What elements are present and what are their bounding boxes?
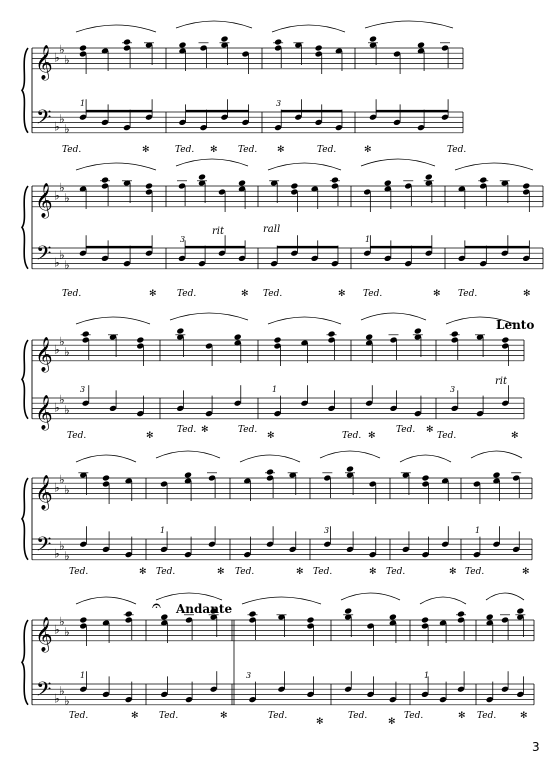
- pedal-mark: Ted.: [447, 145, 467, 155]
- slur: [420, 597, 466, 604]
- fingering-number: 3: [80, 385, 86, 394]
- slur: [170, 313, 248, 320]
- fingering-number: 3: [324, 526, 330, 535]
- key-signature-flat: ♭: [64, 258, 70, 273]
- notehead: [516, 607, 524, 614]
- notehead: [198, 173, 206, 180]
- key-signature-flat: ♭: [59, 614, 65, 629]
- slur: [268, 317, 341, 324]
- pedal-mark: Ted.: [404, 711, 424, 721]
- pedal-mark: Ted.: [458, 289, 478, 299]
- key-signature-flat: ♭: [64, 191, 70, 205]
- key-signature-flat: ♭: [54, 480, 60, 495]
- key-signature-flat: ♭: [59, 472, 65, 487]
- fingering-number: 1: [80, 671, 86, 680]
- slur: [176, 159, 248, 166]
- slur: [471, 451, 522, 458]
- notehead: [344, 607, 352, 614]
- pedal-mark: Ted.: [62, 145, 82, 155]
- key-signature-flat: ♭: [54, 400, 60, 415]
- key-signature-flat: ♭: [64, 483, 70, 497]
- pedal-release-mark: ✻: [139, 567, 147, 577]
- key-signature-flat: ♭: [54, 119, 60, 134]
- notehead: [501, 336, 509, 343]
- key-signature-flat: ♭: [59, 683, 65, 698]
- key-signature-flat: ♭: [64, 345, 70, 359]
- pedal-mark: Ted.: [437, 431, 457, 441]
- pedal-mark: Ted.: [465, 567, 485, 577]
- bass-clef: 𝄢: [36, 532, 52, 561]
- slur: [268, 163, 341, 170]
- system-brace: [22, 478, 28, 560]
- notehead: [136, 336, 144, 343]
- key-signature-flat: ♭: [59, 247, 65, 262]
- notehead: [425, 173, 433, 180]
- pedal-mark: Ted.: [67, 431, 87, 441]
- slur: [361, 159, 435, 166]
- notehead: [365, 333, 373, 340]
- key-signature-flat: ♭: [64, 694, 70, 709]
- slur: [156, 593, 222, 600]
- notehead: [346, 465, 354, 472]
- key-signature-flat: ♭: [59, 334, 65, 349]
- slur: [76, 597, 136, 604]
- notehead: [331, 176, 339, 183]
- slur: [365, 21, 453, 28]
- pedal-release-mark: ✻: [241, 289, 249, 299]
- rall-mark: rall: [263, 224, 281, 235]
- notehead: [457, 610, 465, 617]
- bass-clef: 𝄢: [36, 241, 52, 270]
- notehead: [248, 610, 256, 617]
- pedal-mark: Ted.: [348, 711, 368, 721]
- notehead: [290, 182, 298, 189]
- pedal-mark: Ted.: [175, 145, 195, 155]
- pedal-mark: Ted.: [268, 711, 288, 721]
- treble-clef: 𝄞: [35, 182, 53, 218]
- key-signature-flat: ♭: [54, 50, 60, 65]
- pedal-release-mark: ✻: [458, 711, 466, 721]
- key-signature-flat: ♭: [59, 42, 65, 57]
- key-signature-flat: ♭: [54, 622, 60, 637]
- pedal-release-mark: ✻: [277, 145, 285, 155]
- pedal-release-mark: ✻: [316, 717, 324, 727]
- pedal-release-mark: ✻: [520, 711, 528, 721]
- treble-clef: 𝄞: [35, 616, 53, 652]
- notehead: [220, 35, 228, 42]
- pedal-mark: Ted.: [317, 145, 337, 155]
- slur: [76, 25, 156, 32]
- system-brace: [22, 186, 28, 269]
- key-signature-flat: ♭: [64, 403, 70, 417]
- slur: [242, 597, 321, 604]
- pedal-release-mark: ✻: [149, 289, 157, 299]
- notehead: [306, 616, 314, 623]
- treble-clef: 𝄞: [35, 336, 53, 372]
- pedal-release-mark: ✻: [338, 289, 346, 299]
- slur: [455, 163, 533, 170]
- pedal-mark: Ted.: [238, 425, 258, 435]
- pedal-mark: Ted.: [477, 711, 497, 721]
- pedal-release-mark: ✻: [142, 145, 150, 155]
- pedal-mark: Ted.: [263, 289, 283, 299]
- rit-mark-2: rit: [495, 376, 507, 387]
- pedal-mark: Ted.: [386, 567, 406, 577]
- system-brace: [22, 340, 28, 419]
- key-signature-flat: ♭: [54, 255, 60, 270]
- pedal-release-mark: ✻: [449, 567, 457, 577]
- pedal-mark: Ted.: [342, 431, 362, 441]
- pedal-mark: Ted.: [159, 711, 179, 721]
- notehead: [102, 474, 110, 481]
- notehead: [176, 327, 184, 334]
- notehead: [417, 41, 425, 48]
- key-signature-flat: ♭: [64, 53, 70, 67]
- pedal-release-mark: ✻: [364, 145, 372, 155]
- pedal-release-mark: ✻: [210, 145, 218, 155]
- pedal-release-mark: ✻: [426, 425, 434, 435]
- notehead: [451, 330, 459, 337]
- key-signature-flat: ♭: [64, 122, 70, 137]
- bass-clef: 𝄢: [36, 677, 52, 706]
- notehead: [369, 35, 377, 42]
- notehead: [238, 179, 246, 186]
- key-signature-flat: ♭: [59, 392, 65, 407]
- treble-clef: 𝄞: [35, 394, 53, 430]
- pedal-mark: Ted.: [396, 425, 416, 435]
- slur: [272, 25, 345, 32]
- key-signature-flat: ♭: [64, 549, 70, 564]
- page-number: 3: [532, 740, 540, 754]
- slur: [320, 451, 380, 458]
- notehead: [389, 613, 397, 620]
- slur: [76, 163, 156, 170]
- pedal-release-mark: ✻: [522, 567, 530, 577]
- pedal-release-mark: ✻: [296, 567, 304, 577]
- pedal-release-mark: ✻: [511, 431, 519, 441]
- fingering-number: 1: [365, 235, 371, 244]
- fingering-number: 1: [424, 671, 430, 680]
- notehead: [145, 182, 153, 189]
- pedal-mark: Ted.: [238, 145, 258, 155]
- slur: [156, 451, 220, 458]
- pedal-mark: Ted.: [69, 711, 89, 721]
- fingering-number: 3: [246, 671, 252, 680]
- notehead: [421, 474, 429, 481]
- slur: [486, 593, 524, 600]
- notehead: [82, 330, 90, 337]
- notehead: [266, 468, 274, 475]
- pedal-mark: Ted.: [69, 567, 89, 577]
- pedal-mark: Ted.: [177, 425, 197, 435]
- notehead: [315, 44, 323, 51]
- pedal-release-mark: ✻: [368, 431, 376, 441]
- notehead: [273, 336, 281, 343]
- notehead: [234, 333, 242, 340]
- notehead: [123, 38, 131, 45]
- notehead: [522, 182, 530, 189]
- key-signature-flat: ♭: [54, 546, 60, 561]
- notehead: [101, 176, 109, 183]
- pedal-release-mark: ✻: [201, 425, 209, 435]
- key-signature-flat: ♭: [54, 691, 60, 706]
- rit-mark-1: rit: [212, 226, 224, 237]
- fingering-number: 1: [160, 526, 166, 535]
- tempo-lento: Lento: [496, 318, 535, 332]
- notehead: [421, 616, 429, 623]
- key-signature-flat: ♭: [54, 342, 60, 357]
- notehead: [414, 327, 422, 334]
- pedal-release-mark: ✻: [388, 717, 396, 727]
- pedal-release-mark: ✻: [523, 289, 531, 299]
- notehead: [492, 471, 500, 478]
- notehead: [125, 610, 133, 617]
- key-signature-flat: ♭: [59, 538, 65, 553]
- tempo-andante: Andante: [176, 602, 233, 616]
- notehead: [274, 38, 282, 45]
- treble-clef: 𝄞: [35, 44, 53, 80]
- fingering-number: 1: [80, 99, 86, 108]
- notehead: [178, 41, 186, 48]
- slur: [341, 593, 400, 600]
- slur: [76, 317, 150, 324]
- fermata-mark: 𝄐: [152, 596, 161, 615]
- notehead: [479, 176, 487, 183]
- fingering-number: 1: [272, 385, 278, 394]
- notehead: [384, 179, 392, 186]
- notehead: [327, 330, 335, 337]
- key-signature-flat: ♭: [59, 111, 65, 126]
- notehead: [160, 613, 168, 620]
- system-brace: [22, 620, 28, 705]
- pedal-mark: Ted.: [177, 289, 197, 299]
- slur: [361, 313, 426, 320]
- notehead: [184, 471, 192, 478]
- pedal-release-mark: ✻: [131, 711, 139, 721]
- pedal-release-mark: ✻: [433, 289, 441, 299]
- fingering-number: 3: [276, 99, 282, 108]
- key-signature-flat: ♭: [59, 180, 65, 195]
- pedal-mark: Ted.: [363, 289, 383, 299]
- system-brace: [22, 48, 28, 133]
- pedal-release-mark: ✻: [217, 567, 225, 577]
- key-signature-flat: ♭: [64, 625, 70, 639]
- slur: [176, 21, 252, 28]
- fingering-number: 1: [475, 526, 481, 535]
- pedal-mark: Ted.: [313, 567, 333, 577]
- slur: [400, 455, 451, 462]
- pedal-release-mark: ✻: [220, 711, 228, 721]
- pedal-release-mark: ✻: [267, 431, 275, 441]
- pedal-release-mark: ✻: [369, 567, 377, 577]
- pedal-release-mark: ✻: [146, 431, 154, 441]
- notehead: [79, 44, 87, 51]
- bass-clef: 𝄢: [36, 105, 52, 134]
- notehead: [79, 616, 87, 623]
- notehead: [486, 613, 494, 620]
- pedal-mark: Ted.: [235, 567, 255, 577]
- fingering-number: 3: [450, 385, 456, 394]
- slur: [76, 455, 136, 462]
- key-signature-flat: ♭: [54, 188, 60, 203]
- slur: [240, 455, 300, 462]
- pedal-mark: Ted.: [62, 289, 82, 299]
- treble-clef: 𝄞: [35, 474, 53, 510]
- pedal-mark: Ted.: [156, 567, 176, 577]
- fingering-number: 3: [180, 235, 186, 244]
